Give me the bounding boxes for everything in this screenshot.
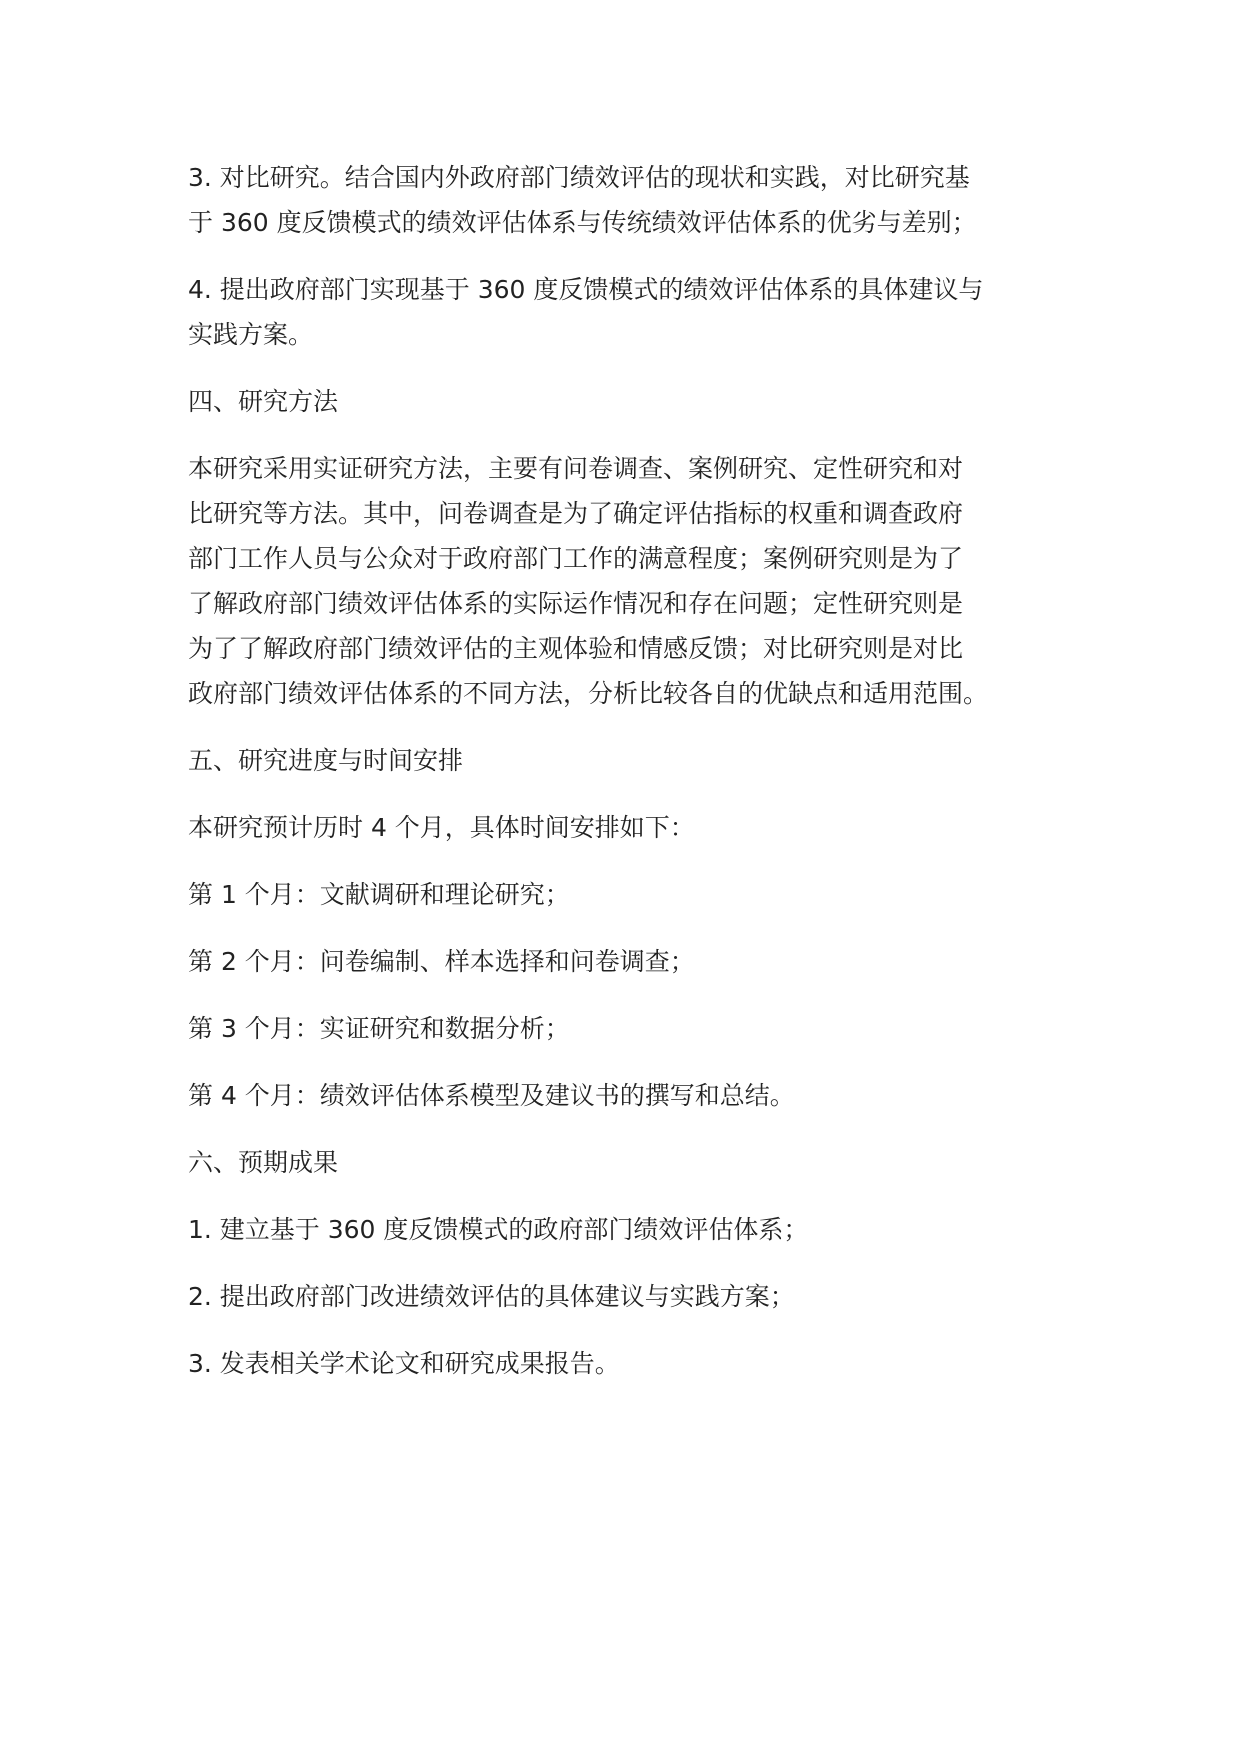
text-line: 政府部门绩效评估体系的不同方法，分析比较各自的优缺点和适用范围。 <box>188 679 989 708</box>
text-line: 实践方案。 <box>188 320 314 349</box>
paragraph-comparative-study <box>188 155 1088 245</box>
text-line: 4. 提出政府部门实现基于 360 度反馈模式的绩效评估体系的具体建议与 <box>188 275 984 304</box>
text-line: 2. 提出政府部门改进绩效评估的具体建议与实践方案； <box>188 1282 795 1311</box>
schedule-item-month-4 <box>188 1073 1088 1118</box>
heading-text: 四、研究方法 <box>188 387 339 416</box>
result-item-1 <box>188 1207 1088 1252</box>
text-line: 3. 对比研究。结合国内外政府部门绩效评估的现状和实践，对比研究基 <box>188 163 970 192</box>
schedule-item-month-1 <box>188 872 1088 917</box>
text-line: 了解政府部门绩效评估体系的实际运作情况和存在问题；定性研究则是 <box>188 589 964 618</box>
text-line: 3. 发表相关学术论文和研究成果报告。 <box>188 1349 620 1378</box>
text-line: 比研究等方法。其中，问卷调查是为了确定评估指标的权重和调查政府 <box>188 499 964 528</box>
heading-text: 六、预期成果 <box>188 1148 339 1177</box>
text-line: 部门工作人员与公众对于政府部门工作的满意程度；案例研究则是为了 <box>188 544 964 573</box>
paragraph-methods-description <box>188 446 1088 716</box>
text-line: 1. 建立基于 360 度反馈模式的政府部门绩效评估体系； <box>188 1215 809 1244</box>
text-line: 本研究预计历时 4 个月，具体时间安排如下： <box>188 813 695 842</box>
section-heading-schedule <box>188 738 1088 783</box>
paragraph-schedule-intro <box>188 805 1088 850</box>
schedule-item-month-3 <box>188 1006 1088 1051</box>
text-line: 第 4 个月：绩效评估体系模型及建议书的撰写和总结。 <box>188 1081 795 1110</box>
paragraph-proposals <box>188 267 1088 357</box>
text-line: 第 3 个月：实证研究和数据分析； <box>188 1014 570 1043</box>
result-item-2 <box>188 1274 1088 1319</box>
text-line: 于 360 度反馈模式的绩效评估体系与传统绩效评估体系的优劣与差别； <box>188 208 977 237</box>
result-item-3 <box>188 1341 1088 1386</box>
text-line: 第 2 个月：问卷编制、样本选择和问卷调查； <box>188 947 695 976</box>
section-heading-expected-results <box>188 1140 1088 1185</box>
text-line: 为了了解政府部门绩效评估的主观体验和情感反馈；对比研究则是对比 <box>188 634 964 663</box>
section-heading-research-methods <box>188 379 1088 424</box>
document-body <box>188 155 1088 1408</box>
text-line: 第 1 个月：文献调研和理论研究； <box>188 880 570 909</box>
heading-text: 五、研究进度与时间安排 <box>188 746 464 775</box>
text-line: 本研究采用实证研究方法，主要有问卷调查、案例研究、定性研究和对 <box>188 454 964 483</box>
schedule-item-month-2 <box>188 939 1088 984</box>
